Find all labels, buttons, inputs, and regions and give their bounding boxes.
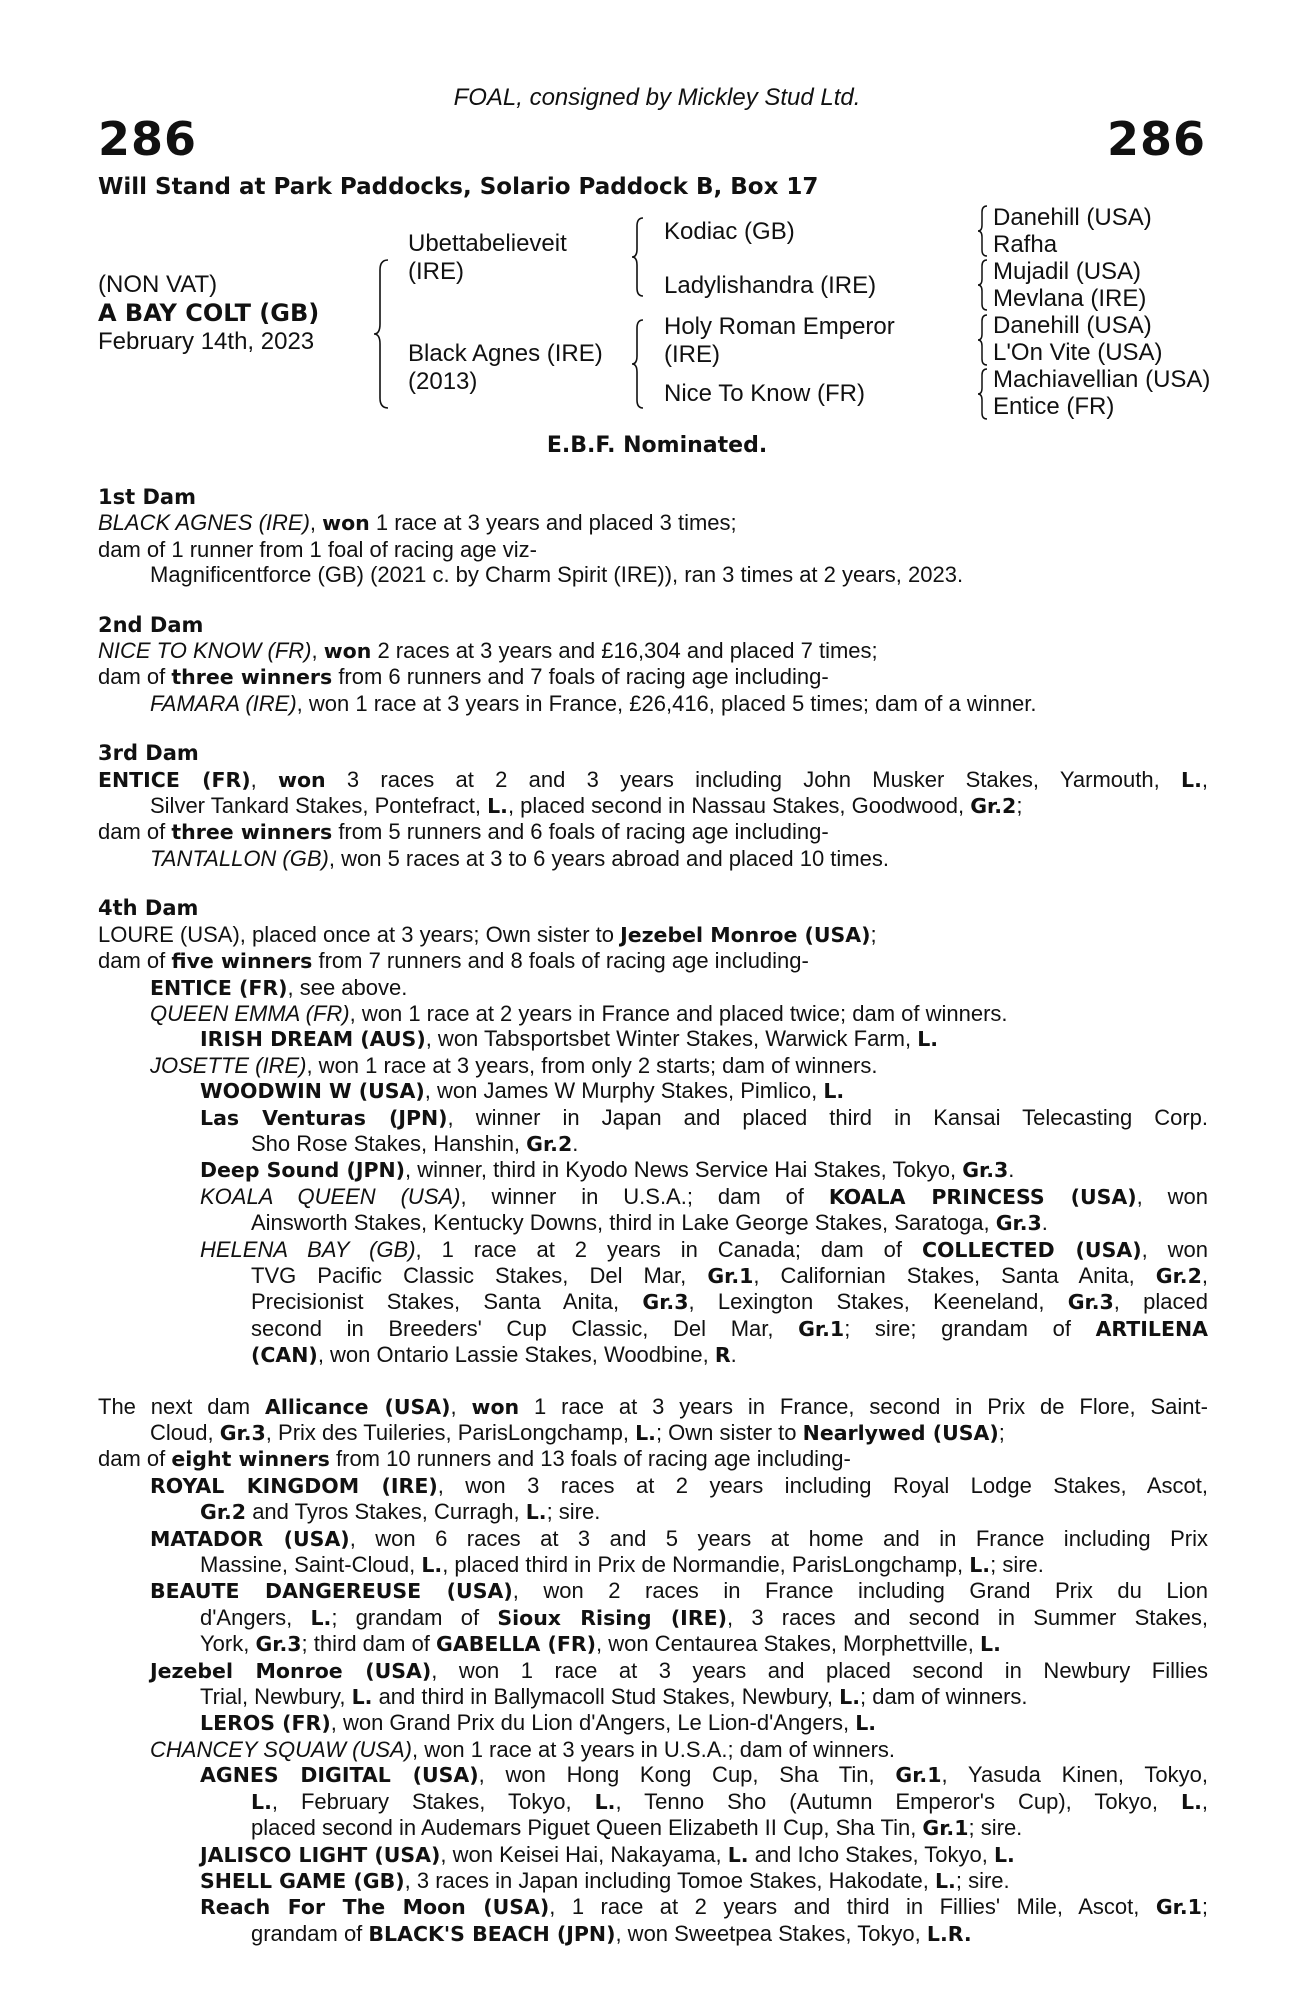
first-dam-heading: 1st Dam [98,485,196,509]
sire-dam: Ladylishandra (IRE) [664,272,877,299]
fourth-dam-produce: TVG Pacific Classic Stakes, Del Mar, Gr.1, Californian Stakes, Santa Anita, Gr.2, [251,1262,1208,1288]
third-dam-line: dam of three winners from 5 runners and 6 foals of racing age including- [98,819,829,845]
catalogue-body [98,485,1208,1947]
dam-dam: Nice To Know (FR) [664,380,865,407]
third-dam-produce: TANTALLON (GB), won 5 races at 3 to 6 years abroad and placed 10 times. [150,845,889,871]
brace-g3-4 [976,367,990,421]
dam-sire: Holy Roman Emperor (IRE) [664,313,895,368]
next-dam-produce: grandam of BLACK'S BEACH (JPN), won Sweetpea Stakes, Tokyo, L.R. [251,1920,972,1946]
fourth-dam-produce: IRISH DREAM (AUS), won Tabsportsbet Winter Stakes, Warwick Farm, L. [200,1026,939,1052]
brace-g3-3 [976,313,990,367]
next-dam-produce: d'Angers, L.; grandam of Sioux Rising (IRE), 3 races and second in Summer Stakes, [200,1604,1208,1630]
ebf-nomination: E.B.F. Nominated. [546,433,768,458]
third-dam-heading: 3rd Dam [98,741,199,766]
fourth-dam-produce: KOALA QUEEN (USA), winner in U.S.A.; dam of KOALA PRINCESS (USA), won [200,1183,1208,1209]
stand-location: Will Stand at Park Paddocks, Solario Paddock B, Box 17 [98,174,819,200]
foaling-date: February 14th, 2023 [98,328,315,355]
next-dam-produce: Gr.2 and Tyros Stakes, Curragh, L.; sire. [200,1499,601,1525]
next-dam-produce: placed second in Audemars Piguet Queen Elizabeth II Cup, Sha Tin, Gr.1; sire. [251,1815,1023,1841]
third-dam-line: ENTICE (FR), won 3 races at 2 and 3 years including John Musker Stakes, Yarmouth, L., [98,766,1208,792]
next-dam-produce: CHANCEY SQUAW (USA), won 1 race at 3 years in U.S.A.; dam of winners. [150,1736,896,1762]
consignor-line: FOAL, consigned by Mickley Stud Ltd. [453,84,861,111]
next-dam-produce: SHELL GAME (GB), 3 races in Japan including Tomoe Stakes, Hakodate, L.; sire. [200,1867,1010,1893]
brace-g3-2 [976,258,990,312]
next-dam-produce: BEAUTE DANGEREUSE (USA), won 2 races in France including Grand Prix du Lion [150,1578,1209,1604]
fourth-dam-produce: Sho Rose Stakes, Hanshin, Gr.2. [251,1130,579,1156]
next-dam-produce: Massine, Saint-Cloud, L., placed third in Prix de Normandie, ParisLongchamp, L.; sire. [200,1552,1044,1578]
next-dam-produce: AGNES DIGITAL (USA), won Hong Kong Cup, Sha Tin, Gr.1, Yasuda Kinen, Tokyo, [200,1762,1208,1788]
next-dam-produce: Trial, Newbury, L. and third in Ballymacoll Stud Stakes, Newbury, L.; dam of winners. [200,1684,1028,1710]
vat-status: (NON VAT) [98,271,218,298]
next-dam-produce: Jezebel Monroe (USA), won 1 race at 3 years and placed second in Newbury Fillies [150,1657,1208,1683]
fourth-dam-produce: (CAN), won Ontario Lassie Stakes, Woodbine, R. [251,1342,737,1368]
first-dam-produce: Magnificentforce (GB) (2021 c. by Charm Spirit (IRE)), ran 3 times at 2 years, 2023. [150,562,964,588]
sire-sire: Kodiac (GB) [664,218,795,245]
fourth-dam-produce: Deep Sound (JPN), winner, third in Kyodo News Service Hai Stakes, Tokyo, Gr.3. [200,1157,1015,1183]
fourth-dam-produce: Las Venturas (JPN), winner in Japan and placed third in Kansai Telecasting Corp. [200,1104,1209,1130]
brace-dam [630,318,646,410]
second-dam-line: dam of three winners from 6 runners and 7 foals of racing age including- [98,664,829,690]
next-dam-line: Cloud, Gr.3, Prix des Tuileries, ParisLongchamp, L.; Own sister to Nearlywed (USA); [150,1420,1005,1445]
brace-g3-1 [976,204,990,258]
fourth-dam-produce: WOODWIN W (USA), won James W Murphy Stakes, Pimlico, L. [200,1078,845,1104]
g3-1: Danehill (USA) [993,204,1152,231]
lot-number-right: 286 [1106,112,1206,166]
g3-5: Danehill (USA) [993,312,1152,339]
g3-4: Mevlana (IRE) [993,285,1147,312]
horse-name: A BAY COLT (GB) [98,299,320,327]
fourth-dam-produce: QUEEN EMMA (FR), won 1 race at 2 years in France and placed twice; dam of winners. [150,1000,1008,1026]
g3-3: Mujadil (USA) [993,258,1142,285]
g3-2: Rafha [993,231,1058,258]
next-dam-produce: Reach For The Moon (USA), 1 race at 2 years and third in Fillies' Mile, Ascot, Gr.1; [200,1894,1209,1920]
g3-7: Machiavellian (USA) [993,366,1211,393]
next-dam-line: dam of eight winners from 10 runners and 13 foals of racing age including- [98,1446,851,1472]
second-dam-heading: 2nd Dam [98,612,204,637]
next-dam-produce: LEROS (FR), won Grand Prix du Lion d'Angers, Le Lion-d'Angers, L. [200,1710,877,1736]
second-dam-produce: FAMARA (IRE), won 1 race at 3 years in France, £26,416, placed 5 times; dam of a winner. [150,690,1037,716]
fourth-dam-produce: Precisionist Stakes, Santa Anita, Gr.3, Lexington Stakes, Keeneland, Gr.3, placed [251,1289,1208,1315]
next-dam-produce: York, Gr.3; third dam of GABELLA (FR), won Centaurea Stakes, Morphettville, L. [200,1631,1001,1657]
next-dam-produce: L., February Stakes, Tokyo, L., Tenno Sho (Autumn Emperor's Cup), Tokyo, L., [251,1788,1208,1814]
brace-sire [630,216,646,298]
horse-info [98,271,319,356]
fourth-dam-line: dam of five winners from 7 runners and 8 foals of racing age including- [98,948,809,974]
next-dam-produce: ROYAL KINGDOM (IRE), won 3 races at 2 years including Royal Lodge Stakes, Ascot, [150,1472,1208,1498]
sire-name: Ubettabelieveit (IRE) [408,230,567,285]
fourth-dam-produce: Ainsworth Stakes, Kentucky Downs, third in Lake George Stakes, Saratoga, Gr.3. [251,1210,1048,1236]
g3-8: Entice (FR) [993,393,1115,420]
fourth-dam-produce: JOSETTE (IRE), won 1 race at 3 years, from only 2 starts; dam of winners. [150,1052,878,1078]
fourth-dam-line: LOURE (USA), placed once at 3 years; Own sister to Jezebel Monroe (USA); [98,921,877,947]
first-dam-line: dam of 1 runner from 1 foal of racing age viz- [98,536,537,562]
third-generation [993,204,1210,420]
next-dam-produce: JALISCO LIGHT (USA), won Keisei Hai, Nakayama, L. and Icho Stakes, Tokyo, L. [200,1841,1015,1867]
next-dam-produce: MATADOR (USA), won 6 races at 3 and 5 years at home and in France including Prix [150,1525,1209,1551]
g3-6: L'On Vite (USA) [993,339,1163,366]
second-dam-line: NICE TO KNOW (FR), won 2 races at 3 years and £16,304 and placed 7 times; [98,638,878,664]
dam-name: Black Agnes (IRE) (2013) [408,340,603,395]
fourth-dam-produce: HELENA BAY (GB), 1 race at 2 years in Canada; dam of COLLECTED (USA), won [200,1236,1208,1262]
brace-main [372,258,392,410]
fourth-dam-heading: 4th Dam [98,896,199,921]
third-dam-line: Silver Tankard Stakes, Pontefract, L., placed second in Nassau Stakes, Goodwood, Gr.2; [150,793,1023,819]
fourth-dam-produce: second in Breeders' Cup Classic, Del Mar, Gr.1; sire; grandam of ARTILENA [251,1315,1208,1341]
first-dam-line: BLACK AGNES (IRE), won 1 race at 3 years and placed 3 times; [98,510,737,536]
lot-number-left: 286 [98,112,198,166]
next-dam-line: The next dam Allicance (USA), won 1 race at 3 years in France, second in Prix de Flore, Saint- [98,1393,1208,1419]
fourth-dam-produce: ENTICE (FR), see above. [150,974,408,1000]
